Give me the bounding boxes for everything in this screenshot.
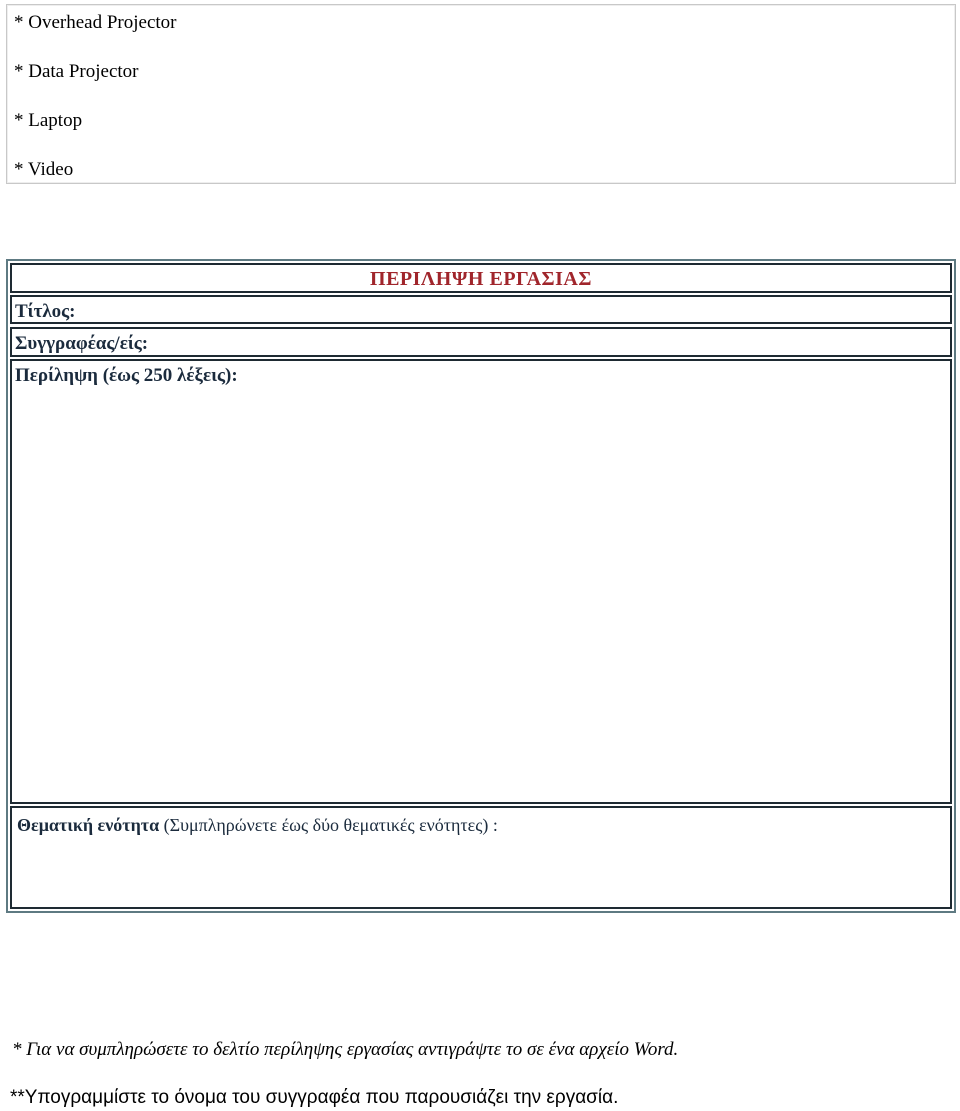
authors-field-cell[interactable] [10,327,952,357]
title-field-cell[interactable] [10,295,952,324]
footnote-word-instructions: * Για να συμπληρώσετε το δελτίο περίληψης εργασίας αντιγράψτε το σε ένα αρχείο Word. [12,1039,679,1060]
authors-label [15,333,148,355]
abstract-label [15,365,238,387]
equipment-item-data-projector: * Data Projector [14,61,139,82]
summary-header-cell [10,263,952,293]
thematic-label-bold: Θεματική ενότητα [17,815,160,835]
summary-form-title: ΠΕΡΙΛΗΨΗ ΕΡΓΑΣΙΑΣ [370,268,592,290]
title-label-text: Τίτλος: [15,301,76,322]
title-label [15,301,76,323]
abstract-label-rest: (έως 250 λέξεις): [97,365,238,386]
thematic-label [17,814,498,836]
summary-form-table [6,259,956,913]
equipment-list-box [6,4,956,184]
equipment-item-overhead-projector: * Overhead Projector [14,12,177,33]
footnote-underline-presenter: **Υπογραμμίστε το όνομα του συγγραφέα που παρουσιάζει την εργασία. [10,1087,619,1108]
equipment-item-laptop: * Laptop [14,110,83,131]
abstract-field-cell[interactable] [10,359,952,804]
authors-label-text: Συγγραφέας/είς: [15,333,149,354]
thematic-label-rest: (Συμπληρώνετε έως δύο θεματικές ενότητες) : [159,815,498,835]
equipment-item-video: * Video [14,159,74,180]
thematic-field-cell[interactable] [10,806,952,909]
abstract-label-bold: Περίληψη [15,365,98,386]
